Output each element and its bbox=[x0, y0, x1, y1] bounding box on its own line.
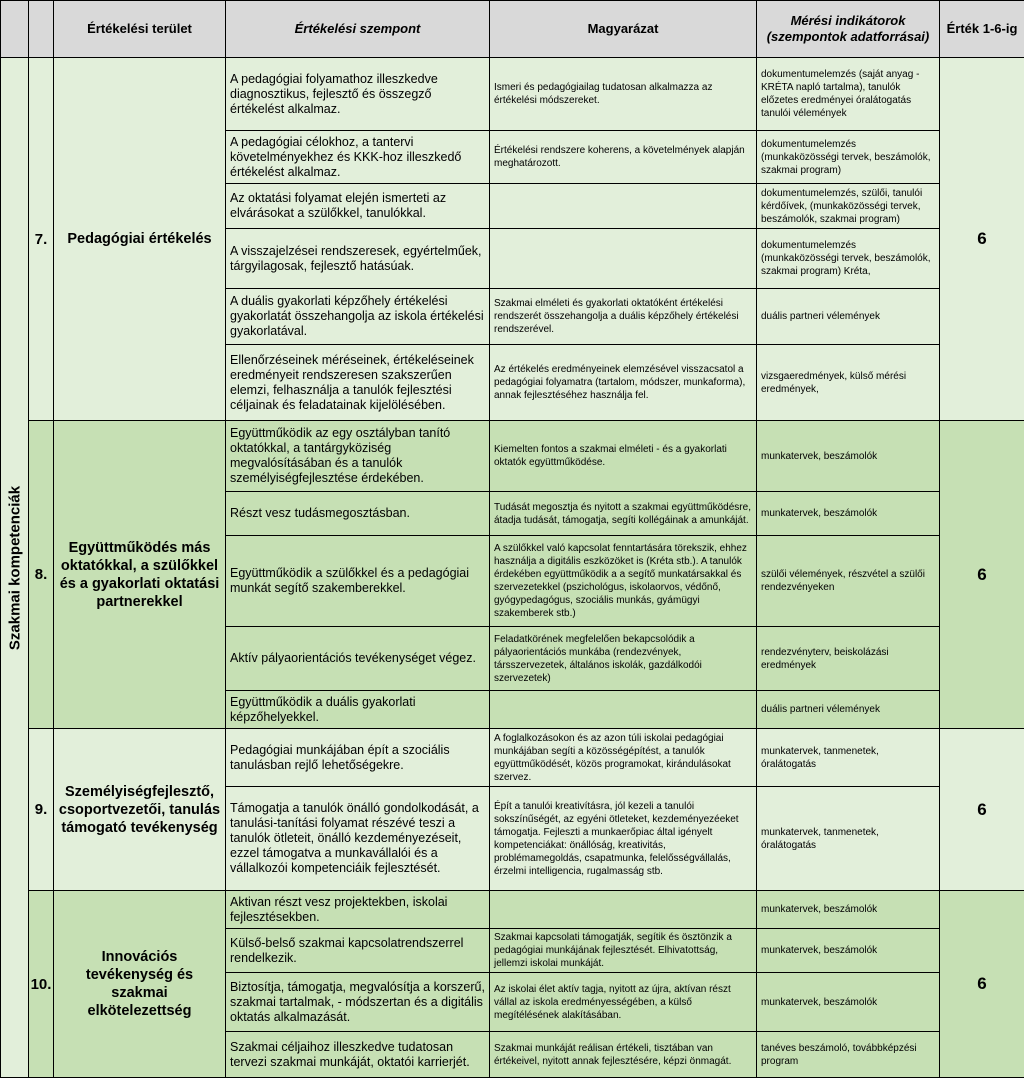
section-number: 8. bbox=[29, 421, 54, 729]
section-value: 6 bbox=[940, 891, 1024, 1078]
explanation-cell: Ismeri és pedagógiailag tudatosan alkalmazza az értékelési módszereket. bbox=[490, 58, 757, 131]
explanation-cell: Épít a tanulói kreativításra, jól kezeli a tanulói sokszínűségét, az egyéni ötleteket, kezdeményezéeket támogatja. Fejleszti a munkaerőpiac által igényelt kompetenciákat: önállóság, kreativitás, problémamegoldás, csapatmunka, felelősségvállalás, érzelmi intelligencia, rugalmasság stb. bbox=[490, 787, 757, 891]
explanation-cell: Az iskolai élet aktív tagja, nyitott az újra, aktívan részt vállal az iskola eredményességében, a külső megítélésének alakításában. bbox=[490, 973, 757, 1032]
explanation-cell: A foglalkozásokon és az azon túli iskolai pedagógiai munkájában segíti a közösségépítést, a tanulók együttműködését, közös programokat, kirándulásokat szervez. bbox=[490, 729, 757, 787]
header-col1 bbox=[1, 1, 29, 58]
section-area: Innovációs tevékenység és szakmai elkötelezettség bbox=[54, 891, 226, 1078]
explanation-cell: Szakmai munkáját reálisan értékeli, tisztában van értékeivel, nyitott annak fejlesztésére, képzi önmagát. bbox=[490, 1032, 757, 1078]
criterion-cell: Együttműködik a szülőkkel és a pedagógiai munkát segítő szakemberekkel. bbox=[226, 536, 490, 627]
explanation-cell bbox=[490, 691, 757, 729]
explanation-cell bbox=[490, 229, 757, 289]
indicators-cell: dokumentumelemzés (saját anyag - KRÉTA napló tartalma), tanulók előzetes eredményei óralátogatás tanulói vélemények bbox=[757, 58, 940, 131]
indicators-cell: munkatervek, beszámolók bbox=[757, 492, 940, 536]
header-explanation: Magyarázat bbox=[490, 1, 757, 58]
criterion-cell: Az oktatási folyamat elején ismerteti az elvárásokat a szülőkkel, tanulókkal. bbox=[226, 184, 490, 229]
header-criterion: Értékelési szempont bbox=[226, 1, 490, 58]
section-area: Együttműködés más oktatókkal, a szülőkkel és a gyakorlati oktatási partnerekkel bbox=[54, 421, 226, 729]
section-value: 6 bbox=[940, 58, 1024, 421]
criterion-cell: Részt vesz tudásmegosztásban. bbox=[226, 492, 490, 536]
explanation-cell: A szülőkkel való kapcsolat fenntartására törekszik, ehhez használja a digitális eszközöket is (Kréta stb.). A tanulók érdekében együttműködik a a segítő munkatársakkal és szervezetekkel (pszichológus, iskolaorvos, védőnő, gyógypedagógus, szociális munkás, gyámügyi szakemberek stb.) bbox=[490, 536, 757, 627]
indicators-cell: dokumentumelemzés (munkaközösségi tervek, beszámolók, szakmai program) Kréta, bbox=[757, 229, 940, 289]
explanation-cell: Az értékelés eredményeinek elemzésével visszacsatol a pedagógiai folyamatra (tartalom, módszer, munkaforma), annak fejlesztéséhez használja fel. bbox=[490, 345, 757, 421]
explanation-cell bbox=[490, 184, 757, 229]
header-area: Értékelési terület bbox=[54, 1, 226, 58]
criterion-cell: Biztosítja, támogatja, megvalósítja a korszerű, szakmai tartalmak, - módszertan és a digitális oktatás alkalmazását. bbox=[226, 973, 490, 1032]
criterion-cell: A pedagógiai folyamathoz illeszkedve diagnosztikus, fejlesztő és összegző értékelést alkalmaz. bbox=[226, 58, 490, 131]
table-row bbox=[1, 421, 1024, 492]
explanation-cell: Kiemelten fontos a szakmai elméleti - és a gyakorlati oktatók együttműködése. bbox=[490, 421, 757, 492]
section-area: Pedagógiai értékelés bbox=[54, 58, 226, 421]
criterion-cell: A pedagógiai célokhoz, a tantervi követelményekhez és KKK-hoz illeszkedő értékelést alkalmaz. bbox=[226, 131, 490, 184]
criterion-cell: A duális gyakorlati képzőhely értékelési gyakorlatát összehangolja az iskola értékelési gyakorlatával. bbox=[226, 289, 490, 345]
section-number: 10. bbox=[29, 891, 54, 1078]
section-number: 7. bbox=[29, 58, 54, 421]
explanation-cell: Értékelési rendszere koherens, a követelmények alapján meghatározott. bbox=[490, 131, 757, 184]
header-col2 bbox=[29, 1, 54, 58]
criterion-cell: Szakmai céljaihoz illeszkedve tudatosan tervezi szakmai munkáját, oktatói karrierjét. bbox=[226, 1032, 490, 1078]
criterion-cell: Ellenőrzéseinek méréseinek, értékeléseinek eredményeit rendszeresen szakszerűen elemzi, felhasználja a tanulók fejlesztési céljainak és feladatainak kijelölésében. bbox=[226, 345, 490, 421]
criterion-cell: A visszajelzései rendszeresek, egyértelműek, tárgyilagosak, fejlesztő hatásúak. bbox=[226, 229, 490, 289]
indicators-cell: duális partneri vélemények bbox=[757, 289, 940, 345]
indicators-cell: dokumentumelemzés (munkaközösségi tervek, beszámolók, szakmai program) bbox=[757, 131, 940, 184]
indicators-cell: munkatervek, beszámolók bbox=[757, 891, 940, 929]
criterion-cell: Pedagógiai munkájában épít a szociális tanulásban rejlő lehetőségekre. bbox=[226, 729, 490, 787]
section-value: 6 bbox=[940, 421, 1024, 729]
section-value: 6 bbox=[940, 729, 1024, 891]
domain-cell bbox=[1, 58, 29, 1078]
header-value: Érték 1-6-ig bbox=[940, 1, 1024, 58]
table-row bbox=[1, 891, 1024, 929]
criterion-cell: Aktív pályaorientációs tevékenységet végez. bbox=[226, 627, 490, 691]
criterion-cell: Együttműködik a duális gyakorlati képzőhelyekkel. bbox=[226, 691, 490, 729]
criterion-cell: Külső-belső szakmai kapcsolatrendszerrel rendelkezik. bbox=[226, 929, 490, 973]
indicators-cell: munkatervek, tanmenetek, óralátogatás bbox=[757, 787, 940, 891]
explanation-cell: Szakmai kapcsolati támogatják, segítik és ösztönzik a pedagógiai munkájának fejlesztését. Elhivatottság, jellemzi iskolai munkáját. bbox=[490, 929, 757, 973]
criterion-cell: Együttműködik az egy osztályban tanító oktatókkal, a tantárgyköziség megvalósításában és a tanulók személyiségfejlesztése érdekében. bbox=[226, 421, 490, 492]
explanation-cell bbox=[490, 891, 757, 929]
indicators-cell: rendezvényterv, beiskolázási eredmények bbox=[757, 627, 940, 691]
explanation-cell: Szakmai elméleti és gyakorlati oktatóként értékelési rendszerét összehangolja a duális képzőhely értékelési rendszerével. bbox=[490, 289, 757, 345]
domain-label: Szakmai kompetenciák bbox=[6, 485, 23, 650]
indicators-cell: munkatervek, tanmenetek, óralátogatás bbox=[757, 729, 940, 787]
indicators-cell: tanéves beszámoló, továbbképzési program bbox=[757, 1032, 940, 1078]
criterion-cell: Aktivan részt vesz projektekben, iskolai fejlesztésekben. bbox=[226, 891, 490, 929]
table-row bbox=[1, 58, 1024, 131]
explanation-cell: Tudását megosztja és nyitott a szakmai együttműködésre, átadja tudását, támogatja, segíti kollégáinak a amunkáját. bbox=[490, 492, 757, 536]
indicators-cell: munkatervek, beszámolók bbox=[757, 421, 940, 492]
section-area: Személyiségfejlesztő, csoportvezetői, tanulás támogató tevékenység bbox=[54, 729, 226, 891]
indicators-cell: munkatervek, beszámolók bbox=[757, 929, 940, 973]
indicators-cell: szülői vélemények, részvétel a szülői rendezvényeken bbox=[757, 536, 940, 627]
explanation-cell: Feladatkörének megfelelően bekapcsolódik a pályaorientációs munkába (rendezvények, társszervezetek, általános iskolák, gazdálkodói szervezetek) bbox=[490, 627, 757, 691]
criterion-cell: Támogatja a tanulók önálló gondolkodását, a tanulási-tanítási folyamat részévé teszi a tanulók ötleteit, önálló kezdeményezéseit, ezzel támogatva a munkavállalói és a vállalkozói kompetenciáik fejlesztését. bbox=[226, 787, 490, 891]
header-row bbox=[1, 1, 1024, 58]
indicators-cell: dokumentumelemzés, szülői, tanulói kérdőívek, (munkaközösségi tervek, beszámolók, szakmai program) bbox=[757, 184, 940, 229]
indicators-cell: duális partneri vélemények bbox=[757, 691, 940, 729]
section-number: 9. bbox=[29, 729, 54, 891]
table-row bbox=[1, 729, 1024, 787]
indicators-cell: vizsgaeredmények, külső mérési eredmények, bbox=[757, 345, 940, 421]
header-indicators: Mérési indikátorok (szempontok adatforrásai) bbox=[757, 1, 940, 58]
indicators-cell: munkatervek, beszámolók bbox=[757, 973, 940, 1032]
